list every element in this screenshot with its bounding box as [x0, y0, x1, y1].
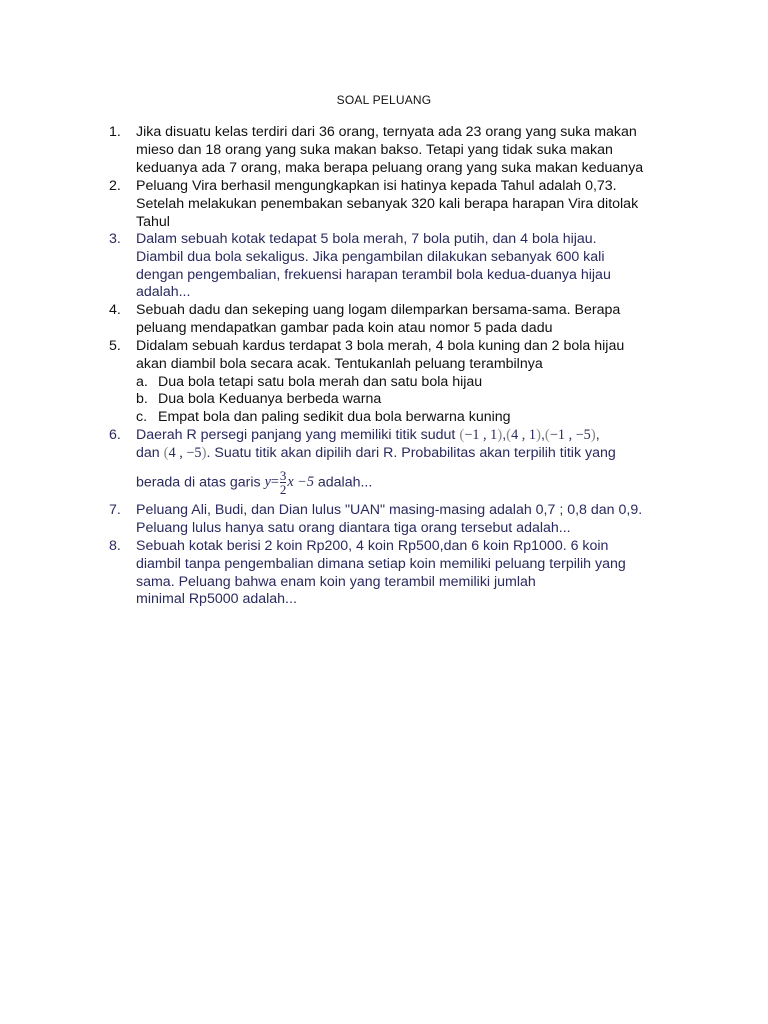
question-7	[109, 502, 689, 538]
question-text-line: Peluang lulus hanya satu orang diantara tiga orang tersebut adalah...	[136, 519, 571, 536]
question-text-line: peluang mendapatkan gambar pada koin atau nomor 5 pada dadu	[136, 319, 553, 336]
close-paren: )	[201, 444, 207, 461]
equation-equals: =	[270, 473, 279, 490]
question-8	[109, 538, 689, 609]
question-number: 4.	[109, 302, 121, 318]
question-text-line: Peluang Ali, Budi, dan Dian lulus "UAN" masing-masing adalah 0,7 ; 0,8 dan 0,9.	[136, 502, 643, 518]
question-3	[109, 231, 689, 302]
equation-fraction	[280, 469, 287, 496]
question-text-line	[136, 445, 689, 463]
sub-question-letter: b.	[136, 391, 148, 408]
question-text-line: dengan pengembalian, frekuensi harapan terambil bola kedua-duanya hijau	[136, 266, 611, 283]
question-text-line: keduanya ada 7 orang, maka berapa peluang orang yang suka makan keduanya	[136, 159, 644, 176]
question-text-line: Sebuah dadu dan sekeping uang logam dilemparkan bersama-sama. Berapa	[136, 302, 621, 318]
question-number: 7.	[109, 502, 121, 518]
question-text-line: minimal Rp5000 adalah...	[136, 591, 297, 608]
question-text-line: Dalam sebuah kotak tedapat 5 bola merah, 7 bola putih, dan 4 bola hijau.	[136, 231, 597, 247]
question-text: adalah...	[317, 473, 373, 490]
equation-rhs: x −5	[287, 473, 314, 490]
question-text-line: Jika disuatu kelas terdiri dari 36 orang, ternyata ada 23 orang yang suka makan	[136, 124, 637, 140]
close-paren: )	[535, 427, 541, 443]
question-5	[109, 338, 689, 427]
question-text-line: Setelah melakukan penembakan sebanyak 320 kali berapa harapan Vira ditolak	[136, 195, 639, 212]
question-text-line: Tahul	[136, 213, 170, 230]
sub-question-a	[136, 374, 689, 392]
fraction-denominator: 2	[279, 481, 287, 497]
question-text-line: Didalam sebuah kardus terdapat 3 bola merah, 4 bola kuning dan 2 bola hijau	[136, 338, 625, 354]
question-text-line: akan diambil bola secara acak. Tentukanlah peluang terambilnya	[136, 355, 543, 372]
question-number: 8.	[109, 538, 121, 554]
question-number: 2.	[109, 178, 121, 194]
question-number: 6.	[109, 427, 121, 443]
question-number: 1.	[109, 124, 121, 140]
sub-question-text: Empat bola dan paling sedikit dua bola berwarna kuning	[158, 409, 511, 426]
question-text: dan	[136, 444, 160, 461]
open-paren: (	[544, 427, 550, 443]
point-coordinate: −1 , 1	[464, 427, 498, 443]
page-title: SOAL PELUANG	[336, 93, 432, 107]
point-coordinate: 4 , −5	[168, 444, 202, 461]
question-text-line: Peluang Vira berhasil mengungkapkan isi hatinya kepada Tahul adalah 0,73.	[136, 178, 617, 194]
open-paren: (	[163, 444, 169, 461]
question-text-line	[136, 469, 689, 496]
question-text: Daerah R persegi panjang yang memiliki titik sudut	[136, 427, 456, 443]
close-paren: )	[590, 427, 596, 443]
question-text-line: sama. Peluang bahwa enam koin yang terambil memiliki jumlah	[136, 573, 536, 590]
line-equation	[264, 467, 318, 497]
sub-question-c	[136, 409, 689, 427]
question-text-line: adalah...	[136, 284, 191, 301]
equation-lhs: y	[264, 473, 271, 490]
fraction-numerator: 3	[279, 467, 287, 483]
question-text: berada di atas garis	[136, 473, 261, 490]
question-2	[109, 178, 689, 231]
question-number: 5.	[109, 338, 121, 354]
question-text-line: Daerah R persegi panjang yang memiliki titik sudut (−1 , 1),(4 , 1),(−1 , −5),	[136, 427, 600, 443]
question-6	[109, 427, 689, 496]
sub-question-letter: a.	[136, 373, 148, 390]
question-text-line: Sebuah kotak berisi 2 koin Rp200, 4 koin Rp500,dan 6 koin Rp1000. 6 koin	[136, 538, 609, 554]
sub-question-letter: c.	[136, 409, 148, 426]
question-text-line: mieso dan 18 orang yang suka makan bakso. Tetapi yang tidak suka makan	[136, 141, 613, 158]
open-paren: (	[506, 427, 512, 443]
question-text-line: Diambil dua bola sekaligus. Jika pengambilan dilakukan sebanyak 600 kali	[136, 248, 605, 265]
question-text: . Suatu titik akan dipilih dari R. Probabilitas akan terpilih titik yang	[206, 444, 616, 461]
question-text-line: diambil tanpa pengembalian dimana setiap koin memiliki peluang terpilih yang	[136, 555, 626, 572]
sub-question-text: Dua bola tetapi satu bola merah dan satu bola hijau	[158, 373, 483, 390]
question-number: 3.	[109, 231, 121, 247]
point-coordinate: 4 , 1	[511, 427, 536, 443]
close-paren: )	[497, 427, 503, 443]
question-1	[109, 124, 689, 177]
point-coordinate: −1 , −5	[549, 427, 591, 443]
question-4	[109, 302, 689, 338]
sub-question-b	[136, 391, 689, 409]
sub-question-text: Dua bola Keduanya berbeda warna	[158, 391, 382, 408]
open-paren: (	[459, 427, 465, 443]
